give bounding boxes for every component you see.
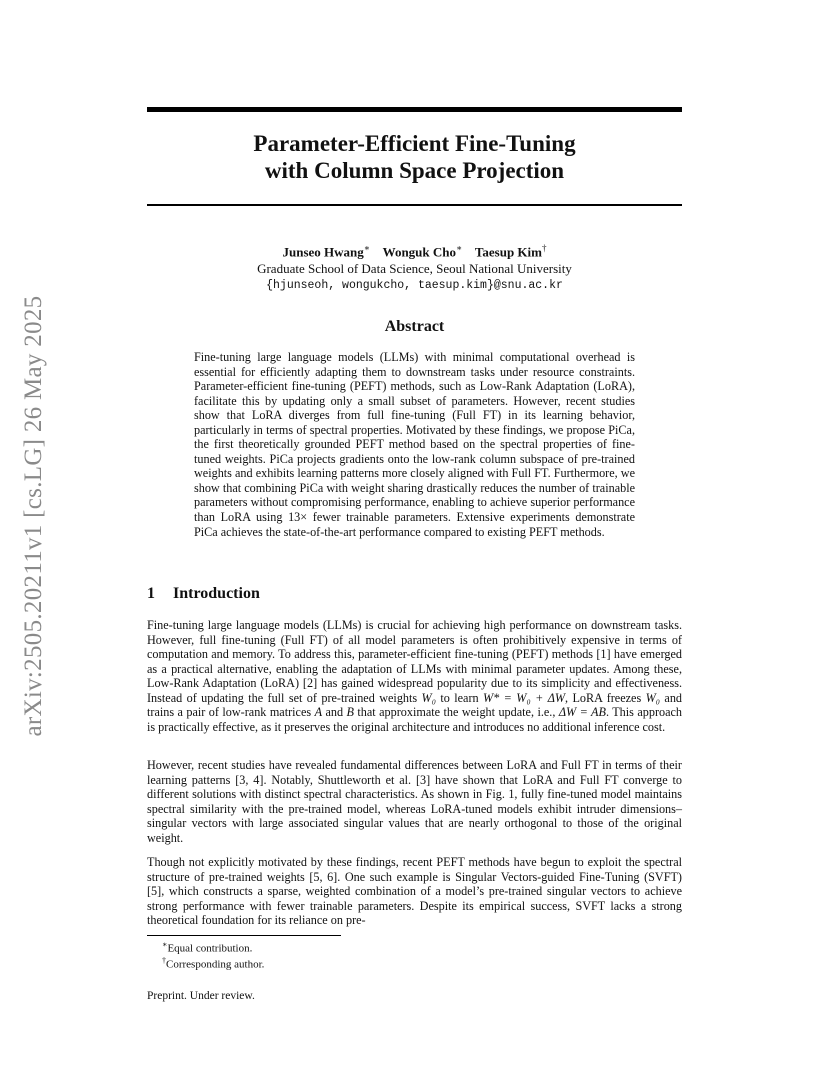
title-top-rule bbox=[147, 107, 682, 112]
footnote-corresponding-author bbox=[162, 954, 264, 972]
author-mark: † bbox=[541, 243, 547, 253]
author-emails: {hjunseoh, wongukcho, taesup.kim}@snu.ac.kr bbox=[266, 279, 563, 293]
author-name: Junseo Hwang bbox=[282, 244, 364, 260]
footnote-text: Corresponding author. bbox=[166, 958, 265, 971]
intro-paragraph-1 bbox=[147, 618, 682, 734]
text-run: , LoRA freezes bbox=[565, 690, 646, 705]
text-run: and trains a pair of low-rank matrices bbox=[147, 690, 683, 720]
math-inline: W₀ bbox=[421, 690, 436, 705]
paper-title bbox=[147, 130, 682, 184]
author-name: Taesup Kim bbox=[474, 244, 542, 260]
text-run: and bbox=[322, 705, 347, 720]
section-heading bbox=[147, 585, 260, 603]
footnote-text: Equal contribution. bbox=[167, 942, 253, 955]
footnote-rule bbox=[147, 935, 341, 936]
math-inline: A bbox=[314, 705, 323, 720]
abstract-heading: Abstract bbox=[384, 318, 445, 335]
intro-paragraph-3: Though not explicitly motivated by these findings, recent PEFT methods have begun to exploit the spectral structure of pre-trained weights [5, 6]. One such example is Singular Vectors-guided Fine-Tuning (SVFT) [5], which constructs a sparse, weighted combination of a model’s pre-trained singular vectors to achieve strong performance with fewer trainable parameters. Despite its empirical success, SVFT lacks a strong theoretical foundation for its reliance on pre- bbox=[147, 855, 682, 928]
author-mark: ∗ bbox=[456, 243, 463, 253]
math-inline: B bbox=[346, 705, 354, 720]
title-line-2: with Column Space Projection bbox=[264, 158, 565, 183]
section-title: Introduction bbox=[173, 585, 260, 602]
title-line-1: Parameter-Efficient Fine-Tuning bbox=[253, 131, 576, 156]
abstract-text: Fine-tuning large language models (LLMs) with minimal computational overhead is essential for efficiently adapting them to downstream tasks under resource constraints. Parameter-efficient fine-tuning (PEFT) methods, such as Low-Rank Adaptation (LoRA), facilitate this by updating only a small subset of parameters. However, recent studies show that LoRA diverges from full fine-tuning (Full FT) in its learning behavior, particularly in terms of spectral properties. Motivated by these findings, we propose PiCa, the first theoretically grounded PEFT method based on the spectral properties of fine-tuned weights. PiCa projects gradients onto the low-rank column subspace of pre-trained weights and exhibits learning patterns more closely aligned with Full FT. Furthermore, we show that combining PiCa with weight sharing drastically reduces the number of trainable parameters without compromising performance, enabling to achieve superior performance than LoRA using 13× fewer trainable parameters. Extensive experiments demonstrate PiCa achieves the state-of-the-art performance compared to existing PEFT methods. bbox=[194, 350, 635, 539]
math-inline: ΔW = AB bbox=[558, 705, 606, 720]
title-bottom-rule bbox=[147, 204, 682, 206]
author-names bbox=[147, 240, 682, 260]
text-run: that approximate the weight update, i.e., bbox=[353, 705, 559, 720]
arxiv-identifier-text: arXiv:2505.20211v1 [cs.LG] 26 May 2025 bbox=[20, 295, 47, 737]
footnote-equal-contribution bbox=[162, 938, 252, 956]
math-inline: W* = W₀ + ΔW bbox=[483, 690, 566, 705]
text-run: to learn bbox=[435, 690, 483, 705]
text-run: . This approach is practically effective, as it preserves the original architecture and introduces no additional inference cost. bbox=[147, 705, 683, 734]
author-mark: ∗ bbox=[363, 243, 370, 253]
affiliation: Graduate School of Data Science, Seoul National University bbox=[257, 261, 572, 277]
section-number: 1 bbox=[147, 585, 155, 602]
author-block bbox=[147, 240, 682, 294]
text-run: Fine-tuning large language models (LLMs) is crucial for achieving high performance on downstream tasks. However, full fine-tuning (Full FT) of all model parameters is often prohibitively expensive in terms of computation and memory. To address this, parameter-efficient fine-tuning (PEFT) methods [1] have emerged as a practical alternative, enabling the adaptation of LLMs with minimal parameter updates. Among these, Low-Rank Adaptation (LoRA) [2] has gained widespread popularity due to its simplicity and effectiveness. Instead of updating the full set of pre-trained weights bbox=[147, 618, 682, 705]
intro-paragraph-2: However, recent studies have revealed fundamental differences between LoRA and Full FT in terms of their learning patterns [3, 4]. Notably, Shuttleworth et al. [3] have shown that LoRA and Full FT converge to different solutions with distinct spectral characteristics. As shown in Fig. 1, fully fine-tuned model maintains spectral similarity with the pre-trained model, whereas LoRA-tuned models exhibit intruder dimensions–singular vectors with large associated singular values that are nearly orthogonal to those of the original weight. bbox=[147, 758, 682, 845]
footnote-mark: ∗ bbox=[162, 940, 168, 949]
preprint-note: Preprint. Under review. bbox=[147, 990, 255, 1002]
math-inline: W₀ bbox=[645, 690, 660, 705]
author-name: Wonguk Cho bbox=[382, 244, 457, 260]
footnote-mark: † bbox=[162, 956, 166, 965]
